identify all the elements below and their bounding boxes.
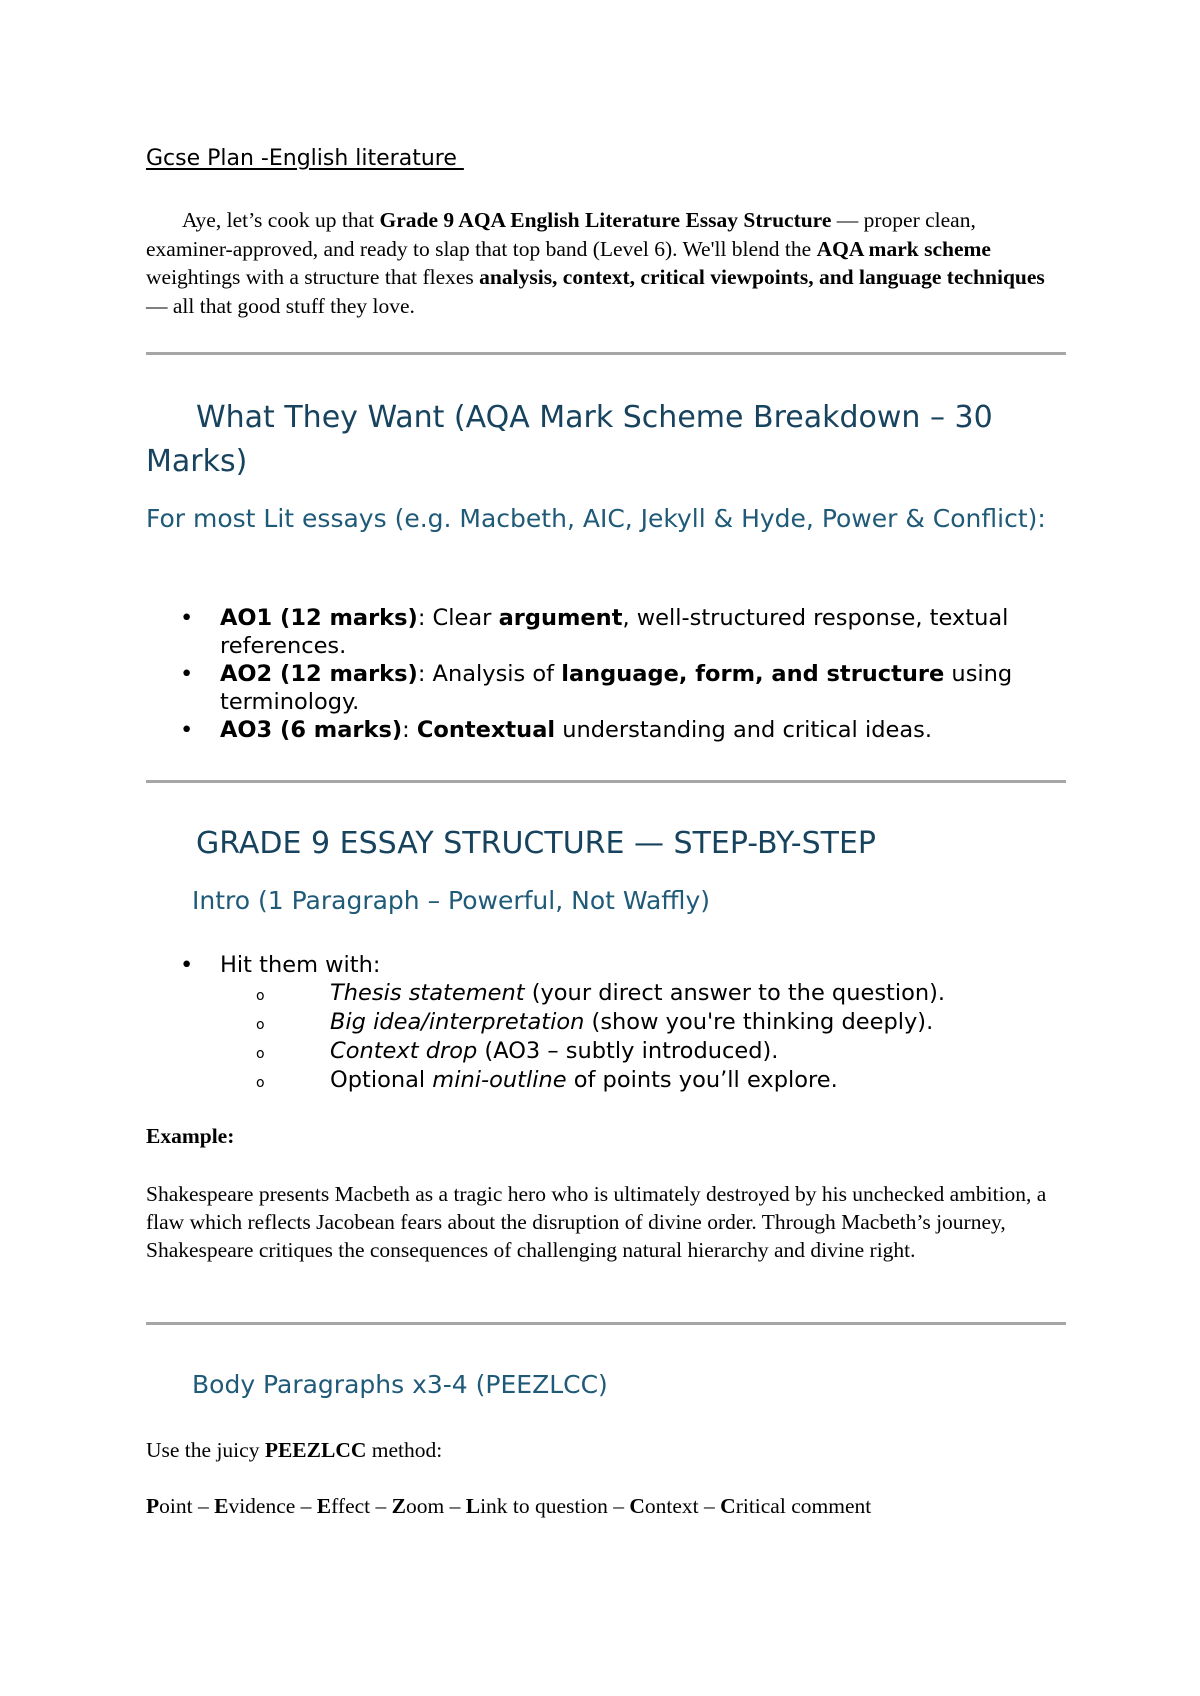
step-initial: E xyxy=(214,1494,229,1518)
hit-label: Hit them with: xyxy=(220,952,381,978)
circle-bullet-icon: o xyxy=(256,988,265,1004)
step-evidence xyxy=(214,1494,295,1518)
step-context xyxy=(629,1494,698,1518)
horizontal-rule xyxy=(146,780,1066,783)
intro-bold-3: analysis, context, critical viewpoints, and language techniques xyxy=(479,265,1045,289)
sub-item-text: Optional xyxy=(330,1067,433,1093)
sub-item-text: (show you're thinking deeply). xyxy=(584,1009,934,1035)
step-initial: L xyxy=(465,1494,481,1518)
circle-bullet-icon: o xyxy=(256,1046,265,1062)
step-initial: Z xyxy=(391,1494,406,1518)
bullet-icon: • xyxy=(180,661,194,687)
step-separator: – xyxy=(444,1494,466,1518)
intro-text-4: — all that good stuff they love. xyxy=(146,293,415,318)
ao-label: AO1 (12 marks) xyxy=(220,605,418,631)
step-rest: oint xyxy=(159,1494,193,1518)
sub-item-italic: mini-outline xyxy=(432,1067,567,1093)
horizontal-rule xyxy=(146,352,1066,355)
section-heading-essay-structure: GRADE 9 ESSAY STRUCTURE — STEP-BY-STEP xyxy=(196,826,876,861)
list-item xyxy=(146,604,1066,660)
circle-bullet-icon: o xyxy=(256,1017,265,1033)
step-separator: – xyxy=(295,1494,317,1518)
step-initial: C xyxy=(720,1494,736,1518)
sub-item-text: (your direct answer to the question). xyxy=(524,980,946,1006)
section-heading-mark-scheme: What They Want (AQA Mark Scheme Breakdown – 30 Marks) xyxy=(146,400,993,479)
intro-text-2: — proper clean, examiner-approved, and ready to slap that top band (Level 6). We'll blend the xyxy=(146,208,976,261)
ao-text: : xyxy=(402,717,417,743)
intro-text-1: Aye, let’s cook up that xyxy=(182,208,380,232)
step-rest: ritical comment xyxy=(735,1494,872,1518)
ao-label: AO2 (12 marks) xyxy=(220,661,418,687)
example-label: Example: xyxy=(146,1124,235,1148)
circle-bullet-icon: o xyxy=(256,1075,265,1091)
sub-item-text: (AO3 – subtly introduced). xyxy=(477,1038,779,1064)
step-rest: vidence xyxy=(228,1494,296,1518)
ao-bold-text: argument xyxy=(498,605,623,631)
method-bold: PEEZLCC xyxy=(264,1438,367,1462)
method-text: method: xyxy=(366,1438,443,1462)
sub-item-italic: Context drop xyxy=(330,1038,478,1064)
horizontal-rule xyxy=(146,1322,1066,1325)
step-rest: oom xyxy=(405,1494,445,1518)
ao-text: using terminology. xyxy=(220,661,1013,715)
step-critical xyxy=(720,1494,871,1518)
ao-bold-text: language, form, and structure xyxy=(561,661,945,687)
bullet-icon: • xyxy=(180,717,194,743)
intro-list xyxy=(146,951,1066,1095)
sub-item-italic: Big idea/interpretation xyxy=(330,1009,585,1035)
intro-bold-1: Grade 9 AQA English Literature Essay Structure xyxy=(379,208,832,232)
step-rest: ink to question xyxy=(480,1494,608,1518)
intro-sub-list xyxy=(146,979,1066,1095)
ao-text: : Analysis of xyxy=(417,661,562,687)
intro-text-3: weightings with a structure that flexes xyxy=(146,265,480,289)
ao-label: AO3 (6 marks) xyxy=(220,717,403,743)
step-initial: P xyxy=(146,1494,160,1518)
step-rest: ffect xyxy=(331,1494,371,1518)
ao-text: understanding and critical ideas. xyxy=(555,717,932,743)
ao-bold-text: Contextual xyxy=(416,717,556,743)
list-item xyxy=(146,979,1066,1008)
list-item xyxy=(146,660,1066,716)
body-paragraphs-heading: Body Paragraphs x3-4 (PEEZLCC) xyxy=(192,1370,608,1399)
intro-paragraph-heading: Intro (1 Paragraph – Powerful, Not Waffly) xyxy=(192,886,711,915)
step-point xyxy=(146,1494,193,1518)
bullet-icon: • xyxy=(180,605,194,631)
bullet-icon: • xyxy=(180,952,194,978)
sub-item-italic: Thesis statement xyxy=(330,980,525,1006)
step-zoom xyxy=(392,1494,445,1518)
list-item xyxy=(146,716,1066,744)
ao-text: , well-structured response, textual references. xyxy=(220,605,1009,659)
document-title: Gcse Plan -English literature xyxy=(146,146,464,171)
step-separator: – xyxy=(192,1494,215,1518)
list-item xyxy=(146,1037,1066,1066)
ao-text: : Clear xyxy=(417,605,499,631)
step-separator: – xyxy=(607,1494,630,1518)
step-initial: E xyxy=(316,1494,332,1518)
method-text: Use the juicy xyxy=(146,1438,265,1462)
step-link xyxy=(466,1494,608,1518)
ao-list xyxy=(146,604,1066,744)
method-line xyxy=(146,1436,1066,1464)
step-separator: – xyxy=(370,1494,392,1518)
list-item xyxy=(146,951,1066,1095)
sub-item-text: of points you’ll explore. xyxy=(566,1067,838,1093)
intro-bold-2: AQA mark scheme xyxy=(816,236,991,261)
step-initial: C xyxy=(629,1494,645,1518)
example-text: Shakespeare presents Macbeth as a tragic hero who is ultimately destroyed by his unchecked ambition, a flaw which reflects Jacobean fears about the disruption of divine order. Through Macbeth’s journey, Shakespeare critiques the consequences of challenging natural hierarchy and divine right. xyxy=(146,1182,1047,1262)
list-item xyxy=(146,1008,1066,1037)
step-rest: ontext xyxy=(644,1494,699,1518)
step-effect xyxy=(317,1494,370,1518)
list-item xyxy=(146,1066,1066,1095)
peezlcc-steps xyxy=(146,1492,1066,1520)
section-subheading-lit-essays: For most Lit essays (e.g. Macbeth, AIC, Jekyll & Hyde, Power & Conflict): xyxy=(146,504,1046,533)
step-separator: – xyxy=(698,1494,721,1518)
intro-paragraph xyxy=(146,206,1066,320)
